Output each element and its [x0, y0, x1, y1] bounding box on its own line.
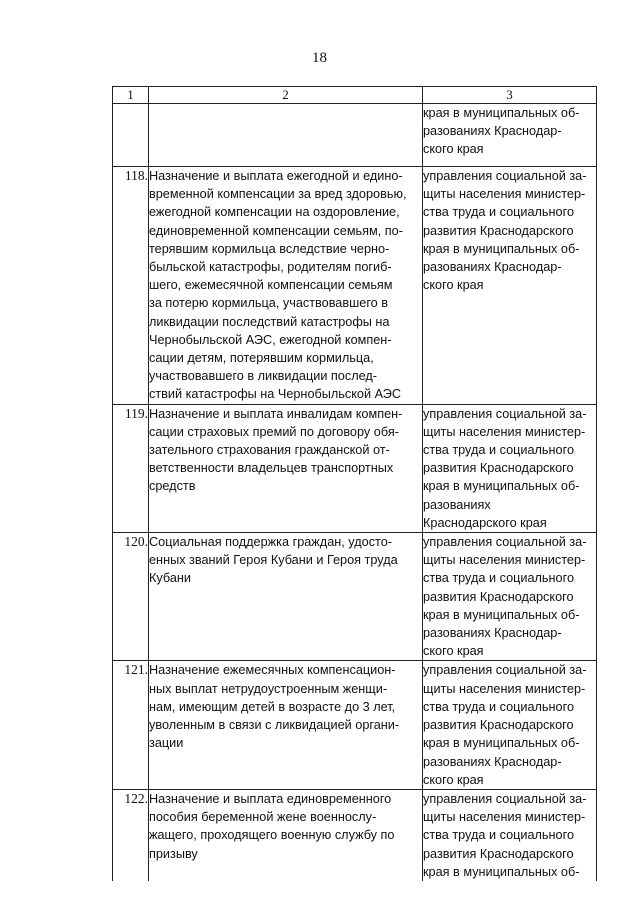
- header-col-2: 2: [149, 87, 423, 104]
- row-description: [149, 104, 423, 167]
- row-number: 121.: [113, 661, 149, 789]
- table-row: [113, 404, 597, 532]
- row-number: 119.: [113, 404, 149, 532]
- row-number: 120.: [113, 533, 149, 661]
- row-organization: управления социальной за- щиты населения министер- ства труда и социального развития Краснодарского края в муниципальных об- разованиях Краснодарского края: [423, 404, 597, 532]
- services-table: [112, 86, 597, 881]
- table-row: [113, 789, 597, 881]
- row-description: Назначение и выплата инвалидам компен- сации страховых премий по договору обя- зательного страхования гражданской от- ветственности владельцев транспортных средств: [149, 404, 423, 532]
- table-row: [113, 167, 597, 405]
- row-description: Назначение ежемесячных компенсацион- ных выплат нетрудоустроенным женщи- нам, имеющим детей в возрасте до 3 лет, уволенным в связи с ликвидацией органи- зации: [149, 661, 423, 789]
- row-number: 118.: [113, 167, 149, 405]
- row-number: 122.: [113, 789, 149, 881]
- row-number: [113, 104, 149, 167]
- table-row-continuation: [113, 104, 597, 167]
- row-description: Социальная поддержка граждан, удосто- енных званий Героя Кубани и Героя труда Кубани: [149, 533, 423, 661]
- table-header-row: [113, 87, 597, 104]
- table-row: [113, 533, 597, 661]
- row-organization: управления социальной за- щиты населения министер- ства труда и социального развития Краснодарского края в муниципальных об- разованиях Краснодар- ского края: [423, 533, 597, 661]
- row-organization: управления социальной за- щиты населения министер- ства труда и социального развития Краснодарского края в муниципальных об-: [423, 789, 597, 881]
- row-organization: управления социальной за- щиты населения министер- ства труда и социального развития Краснодарского края в муниципальных об- разованиях Краснодар- ского края: [423, 167, 597, 405]
- row-description: Назначение и выплата единовременного пособия беременной жене военнослу- жащего, проходящего военную службу по призыву: [149, 789, 423, 881]
- row-organization: края в муниципальных об- разованиях Краснодар- ского края: [423, 104, 597, 167]
- table-row: [113, 661, 597, 789]
- row-organization: управления социальной за- щиты населения министер- ства труда и социального развития Краснодарского края в муниципальных об- разованиях Краснодар- ского края: [423, 661, 597, 789]
- page-number: 18: [312, 50, 327, 66]
- header-col-3: 3: [423, 87, 597, 104]
- row-description: Назначение и выплата ежегодной и едино- временной компенсации за вред здоровью, ежегодной компенсации на оздоровление, единовременной компенсации семьям, по- терявшим кормильца вследствие черно- быльской катастрофы, родителям погиб- шего, ежемесячной компенсации семьям за потерю кормильца, участвовавшего в ликвидации последствий катастрофы на Чернобыльской АЭС, ежегодной компен- сации детям, потерявшим кормильца, участвовавшего в ликвидации послед- ствий катастрофы на Чернобыльской АЭС: [149, 167, 423, 405]
- header-col-1: 1: [113, 87, 149, 104]
